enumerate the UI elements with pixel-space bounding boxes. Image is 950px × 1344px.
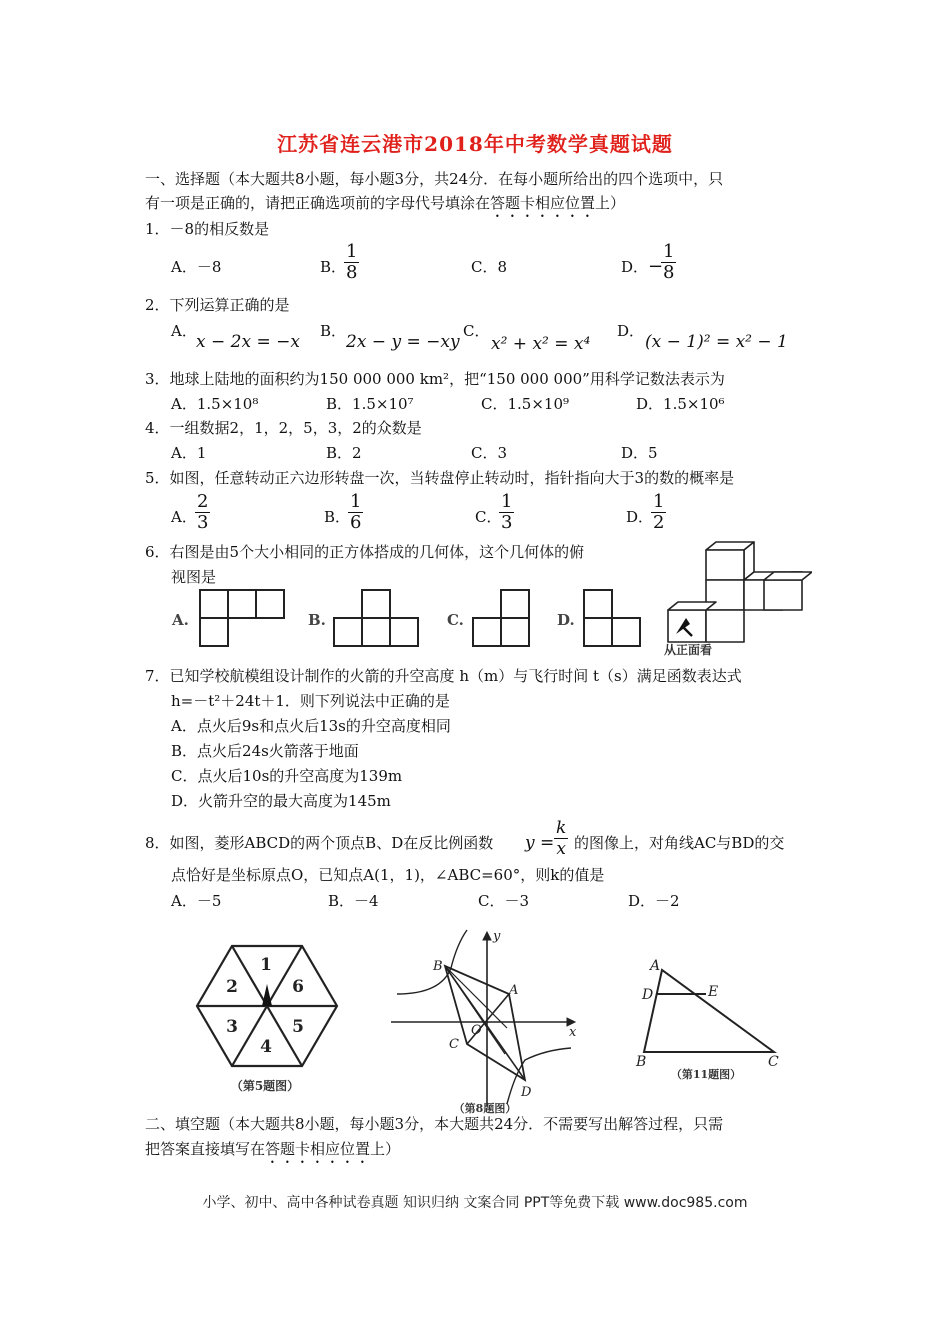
fig11-caption: （第11题图） <box>670 1068 742 1081</box>
cube-face <box>706 610 744 642</box>
q6-a-square <box>256 590 284 618</box>
fig8-label-a: A <box>509 983 519 998</box>
fig5-sector-3: 3 <box>226 1017 238 1037</box>
q4-stem: 4．一组数据2，1，2，5，3，2的众数是 <box>145 419 422 437</box>
q5-d-num: 1 <box>653 491 665 512</box>
q8-option-d: D．－2 <box>628 892 680 910</box>
q1-option-c: C．8 <box>471 258 508 276</box>
q3-option-c: C．1.5×10⁹ <box>481 395 570 413</box>
q6-c-square <box>501 590 529 618</box>
q3-option-b: B．1.5×10⁷ <box>326 395 414 413</box>
q6-c-square <box>473 618 501 646</box>
fig5-sector-2: 2 <box>226 977 238 997</box>
q6-d-square <box>584 590 612 618</box>
q3-option-d: D．1.5×10⁶ <box>636 395 725 413</box>
q1-b-num: 1 <box>346 241 358 262</box>
q5-c-den: 3 <box>501 512 513 533</box>
q7-stem-line1: 7．已知学校航模组设计制作的火箭的升空高度 h（m）与飞行时间 t（s）满足函数表达式 <box>145 667 742 685</box>
q2-option-b: B． <box>320 322 347 340</box>
fig8-caption: （第8题图） <box>453 1102 517 1115</box>
q5-a-num: 2 <box>197 491 209 512</box>
q1-d-den: 8 <box>663 262 675 283</box>
q5-b-num: 1 <box>350 491 362 512</box>
fig5-sector-6: 6 <box>292 977 304 997</box>
q1-d-num: 1 <box>663 241 675 262</box>
q2-d-expr: (x − 1)² = x² − 1 <box>645 332 788 352</box>
section2-line2-post: 上） <box>370 1140 401 1158</box>
q5-d-den: 2 <box>653 512 665 533</box>
q5-stem: 5．如图，任意转动正六边形转盘一次，当转盘停止转动时，指针指向大于3的数的概率是 <box>145 469 735 487</box>
q6-b-square <box>390 618 418 646</box>
q8-option-a: A．－5 <box>171 892 222 910</box>
fig11-label-d: D <box>642 987 654 1003</box>
fig8-label-d: D <box>521 1085 532 1100</box>
q1-d-fraction <box>661 242 676 283</box>
q5-b-fraction <box>348 492 363 533</box>
q7-option-d: D．火箭升空的最大高度为145m <box>171 792 391 810</box>
fig11-label-e: E <box>708 984 719 1000</box>
q6-a-square <box>228 590 256 618</box>
q5-option-c: C． <box>475 508 502 526</box>
q6-b-square <box>362 590 390 618</box>
q6-d-square <box>612 618 640 646</box>
page-footer: 小学、初中、高中各种试卷真题 知识归纳 文案合同 PPT等免费下载 www.doc985.com <box>202 1195 748 1211</box>
q4-option-d: D．5 <box>621 444 658 462</box>
q1-b-den: 8 <box>346 262 358 283</box>
q8-func-num: k <box>556 818 567 838</box>
q6-c-square <box>501 618 529 646</box>
q5-option-a: A． <box>171 508 197 526</box>
fig5-hexagon-spinner <box>190 940 340 1100</box>
fig11-label-c: C <box>768 1054 779 1070</box>
q2-c-expr: x² + x² = x⁴ <box>491 334 591 354</box>
q7-stem-line2: h=－t²＋24t＋1．则下列说法中正确的是 <box>171 692 450 710</box>
fig8-label-o: O <box>471 1023 482 1038</box>
section1-line2-post: 上） <box>595 194 626 212</box>
fig8-label-x: x <box>569 1025 577 1040</box>
q6-c-label: C. <box>447 611 464 629</box>
q6-d-square <box>584 618 612 646</box>
q2-b-expr: 2x − y = −xy <box>346 332 460 352</box>
cube-face <box>764 580 802 610</box>
fig8-hyperbola-branch <box>397 930 467 994</box>
section2-emphasis: 答题卡相应位置 <box>265 1140 371 1158</box>
q5-a-fraction <box>195 492 210 533</box>
q2-a-expr: x − 2x = −x <box>196 332 300 352</box>
q1-b-fraction <box>344 242 359 283</box>
fig5-sector-1: 1 <box>260 955 272 975</box>
fig8-y-arrow-icon <box>483 932 491 940</box>
cube-face <box>706 550 744 580</box>
q6-stem-line2: 视图是 <box>171 568 217 586</box>
fig5-sector-5: 5 <box>292 1017 304 1037</box>
fig8-coordinate-figure <box>385 924 585 1116</box>
q2-option-a: A． <box>171 322 197 340</box>
q6-view-label: 从正面看 <box>664 643 713 656</box>
section1-line2 <box>145 192 625 221</box>
fig11-triangle-abc <box>644 970 774 1052</box>
q3-stem: 3．地球上陆地的面积约为150 000 000 km²，把“150 000 000”用科学记数法表示为 <box>145 370 725 388</box>
q7-option-b: B．点火后24s火箭落于地面 <box>171 742 359 760</box>
q6-b-label: B. <box>308 611 326 629</box>
q5-d-fraction <box>651 492 666 533</box>
fig11-label-a: A <box>650 958 661 974</box>
q4-option-c: C．3 <box>471 444 508 462</box>
fig5-caption: （第5题图） <box>230 1079 300 1093</box>
q5-c-num: 1 <box>501 491 513 512</box>
section2-line2 <box>145 1138 400 1167</box>
q1-option-d: D． <box>621 258 649 276</box>
fig11-label-b: B <box>636 1054 647 1070</box>
q3-option-a: A．1.5×10⁸ <box>171 395 259 413</box>
q5-b-den: 6 <box>350 512 362 533</box>
section2-line1: 二、填空题（本大题共8小题，每小题3分，本大题共24分．不需要写出解答过程，只需 <box>145 1115 724 1133</box>
q8-stem-line2: 点恰好是坐标原点O，已知点A(1，1)，∠ABC=60°，则k的值是 <box>171 866 605 884</box>
fig5-sector-4: 4 <box>260 1037 272 1057</box>
q4-option-a: A．1 <box>171 444 207 462</box>
q4-option-b: B．2 <box>326 444 362 462</box>
q8-func-y: y = <box>525 833 555 853</box>
fig11-triangle-figure <box>628 952 788 1084</box>
q1-option-b: B． <box>320 258 347 276</box>
section1-line2-pre: 有一项是正确的，请把正确选项前的字母代号填涂在 <box>145 194 491 212</box>
q8-stem-post: 的图像上，对角线AC与BD的交 <box>574 834 785 852</box>
section1-line1: 一、选择题（本大题共8小题，每小题3分，共24分．在每小题所给出的四个选项中，只 <box>145 170 724 188</box>
q6-a-label: A. <box>172 611 189 629</box>
q6-cube-figure <box>662 538 812 656</box>
q6-a-square <box>200 590 228 618</box>
section2-line2-pre: 把答案直接填写在 <box>145 1140 266 1158</box>
q8-func-den: x <box>554 838 568 859</box>
q1-stem: 1．－8的相反数是 <box>145 220 270 238</box>
section1-emphasis: 答题卡相应位置 <box>490 194 596 212</box>
page-title: 江苏省连云港市2018年中考数学真题试题 <box>277 132 673 156</box>
q6-a-square <box>200 618 228 646</box>
q8-option-b: B．－4 <box>328 892 379 910</box>
fig8-label-y: y <box>493 929 501 944</box>
q6-b-square <box>334 618 362 646</box>
q2-stem: 2．下列运算正确的是 <box>145 296 290 314</box>
fig8-hyperbola-branch <box>507 1048 571 1104</box>
q7-option-c: C．点火后10s的升空高度为139m <box>171 767 403 785</box>
q2-option-d: D． <box>617 322 645 340</box>
q2-option-c: C． <box>463 322 490 340</box>
q7-option-a: A．点火后9s和点火后13s的升空高度相同 <box>171 717 451 735</box>
q1-d-sign: − <box>648 256 664 277</box>
q5-a-den: 3 <box>197 512 209 533</box>
q6-stem-line1: 6．右图是由5个大小相同的正方体搭成的几何体，这个几何体的俯 <box>145 543 585 561</box>
q5-c-fraction <box>499 492 514 533</box>
fig8-label-c: C <box>449 1037 459 1052</box>
q6-option-figures <box>160 580 660 660</box>
q8-func-fraction <box>554 818 568 859</box>
fig8-label-b: B <box>433 959 443 974</box>
q5-option-b: B． <box>324 508 351 526</box>
q8-option-c: C．－3 <box>478 892 530 910</box>
q6-b-square <box>362 618 390 646</box>
q6-d-label: D. <box>557 611 575 629</box>
q1-option-a: A．－8 <box>171 258 222 276</box>
q8-stem-line1 <box>145 832 493 854</box>
q5-option-d: D． <box>626 508 654 526</box>
q8-stem-pre: 8．如图，菱形ABCD的两个顶点B、D在反比例函数 <box>145 834 494 852</box>
